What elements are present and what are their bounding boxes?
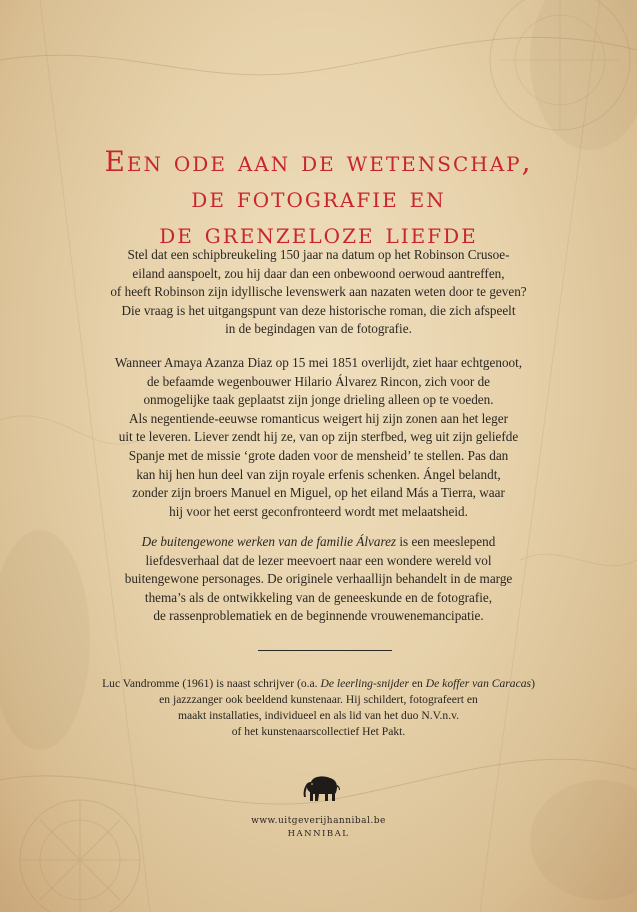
headline-line-3: de grenzeloze liefde (159, 216, 478, 250)
text-line: Stel dat een schipbreukeling 150 jaar na datum op het Robinson Crusoe- (127, 247, 510, 262)
book-title: De leerling-snijder (320, 677, 410, 690)
text-line: zonder zijn broers Manuel en Miguel, op het eiland Más a Tierra, waar (132, 485, 505, 501)
text-line (70, 533, 567, 552)
author-bio (60, 676, 577, 740)
text-line: hij voor het eerst geconfronteerd wordt met melaatsheid. (169, 503, 468, 519)
text-line: de befaamde wegenbouwer Hilario Álvarez Rincon, zich voor de (146, 373, 491, 389)
cover-headline (0, 144, 637, 252)
text-line: uit te leveren. Liever zendt hij ze, van op zijn sterfbed, weg uit zijn geliefde (118, 429, 519, 445)
text-line: liefdesverhaal dat de lezer meevoert naar een wondere wereld vol (145, 552, 492, 568)
text-line: de rassenproblematiek en de beginnende vrouwenemancipatie. (153, 608, 484, 624)
text-line: Die vraag is het uitgangspunt van deze historische roman, die zich afspeelt (121, 302, 516, 318)
publisher-url[interactable]: www.uitgeverijhannibal.be (251, 816, 386, 826)
text-line: eiland aanspoelt, zou hij daar dan een onbewoond oerwoud aantreffen, (132, 265, 505, 281)
text-line: buitengewone personages. De originele verhaallijn behandelt in de marge (124, 571, 513, 587)
text-line: Spanje met de missie ‘grote daden voor de mensheid’ te stellen. Pas dan (128, 447, 509, 463)
book-title: De buitengewone werken van de familie Álvarez (141, 534, 397, 549)
headline-line-2: de fotografie en (191, 180, 446, 214)
text-line: in de begindagen van de fotografie. (225, 321, 412, 337)
text-line: onmogelijke taak geplaatst zijn jonge drieling alleen op te voeden. (143, 392, 494, 408)
text-line: maakt installaties, individueel en als lid van het duo N.V.n.v. (177, 709, 460, 722)
text-line: en jazzzanger ook beeldend kunstenaar. Hij schildert, fotografeert en (159, 693, 478, 706)
text-line: kan hij hen hun deel van zijn royale erfenis schenken. Ángel belandt, (136, 466, 501, 482)
text-line: of het kunstenaarscollectief Het Pakt. (231, 725, 406, 738)
text-fragment: en (409, 677, 426, 690)
headline-line-1: Een ode aan de wetenschap, (104, 144, 533, 178)
text-fragment: ) (531, 677, 535, 690)
elephant-icon (303, 772, 341, 802)
text-fragment: is een meeslepend (396, 534, 496, 549)
text-line: Als negentiende-eeuwse romanticus weigert hij zijn zonen aan het leger (129, 410, 508, 426)
text-fragment: Luc Vandromme (1961) is naast schrijver (o.a. (102, 677, 321, 690)
text-line (60, 676, 577, 692)
book-title: De koffer van Caracas (425, 677, 532, 690)
summary-paragraph (70, 533, 567, 626)
text-line: thema’s als de ontwikkeling van de geneeskunde en de fotografie, (144, 589, 493, 605)
intro-paragraph (70, 246, 567, 339)
text-line: of heeft Robinson zijn idyllische levenswerk aan nazaten weten door te geven? (110, 284, 527, 300)
section-divider (258, 650, 392, 651)
publisher-name: HANNIBAL (287, 829, 350, 839)
story-paragraph (70, 354, 567, 521)
text-line: Wanneer Amaya Azanza Diaz op 15 mei 1851 overlijdt, ziet haar echtgenoot, (114, 355, 523, 370)
